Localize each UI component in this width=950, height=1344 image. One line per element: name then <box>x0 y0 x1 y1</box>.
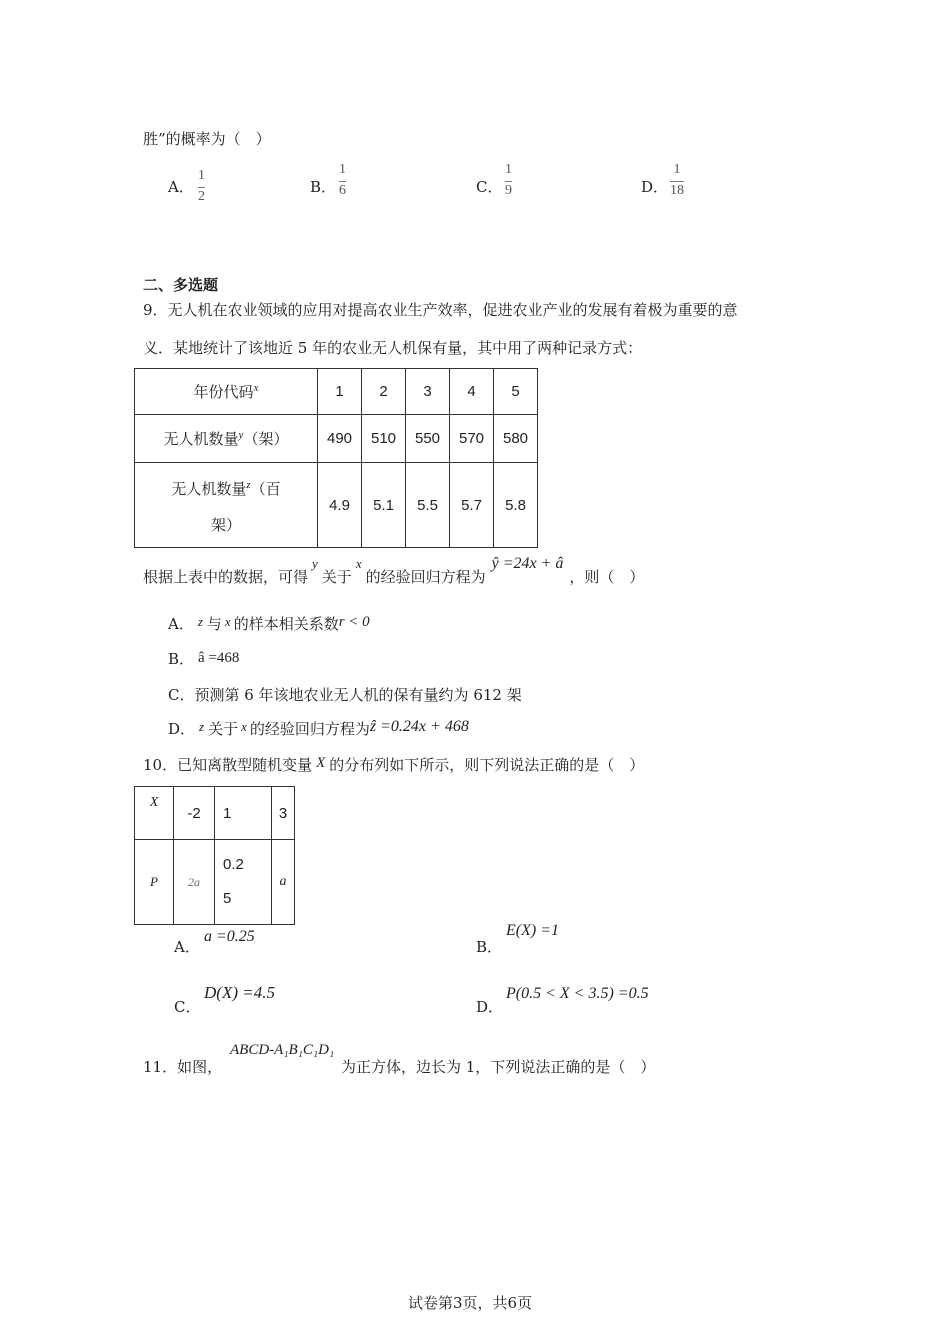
table-cell: 550 <box>406 415 450 463</box>
q11-stem-math: ABCD-A₁B₁C₁D₁ <box>230 1042 335 1058</box>
denominator: 9 <box>505 183 512 198</box>
denominator: 6 <box>339 183 346 198</box>
row-label-year: 年份代码$^x$ <box>135 369 318 415</box>
table-cell: a <box>272 840 295 925</box>
numerator: 1 <box>673 162 681 177</box>
table-cell: 5.8 <box>494 463 538 548</box>
q10-option-c-label: C． <box>174 998 201 1016</box>
q9-option-a: A． z 与 x 的样本相关系数r < 0 <box>168 614 370 633</box>
table-cell: X <box>135 787 174 840</box>
q8-stem-tail: 胜”的概率为（ ） <box>143 130 271 148</box>
q8-option-b-label: B． <box>310 178 337 196</box>
table-cell: 5.5 <box>406 463 450 548</box>
q9-question-line: 根据上表中的数据，可得y关于x的经验回归方程为ŷ =24x + â，则（ ） <box>143 555 645 586</box>
q11-stem-a: 11．如图， <box>143 1058 223 1076</box>
q10-option-d-math: P(0.5 < X < 3.5) =0.5 <box>506 985 649 1002</box>
regression-equation: ŷ =24x + â <box>491 555 564 572</box>
q10-option-a-math: a =0.25 <box>204 928 255 945</box>
numerator: 1 <box>505 162 512 177</box>
table-cell: -2 <box>174 787 215 840</box>
row-label-z: 无人机数量$^z$（百 架） <box>135 463 318 548</box>
q8-option-c-fraction <box>505 162 512 199</box>
q8-option-a-fraction <box>198 168 205 205</box>
table-cell: 5 <box>494 369 538 415</box>
q10-stem: 10．已知离散型随机变量 X 的分布列如下所示，则下列说法正确的是（ ） <box>143 755 645 774</box>
table-cell: 1 <box>318 369 362 415</box>
table-cell: 490 <box>318 415 362 463</box>
q10-distribution-table <box>134 786 295 925</box>
table-cell: P <box>135 840 174 925</box>
q8-option-d-fraction <box>670 162 684 199</box>
q8-option-b-fraction <box>339 162 346 199</box>
q9-option-b: B． â =468 <box>168 650 240 668</box>
table-cell: 4 <box>450 369 494 415</box>
q9-stem-line2: 义．某地统计了该地近 5 年的农业无人机保有量，其中用了两种记录方式： <box>143 339 643 357</box>
table-cell: 4.9 <box>318 463 362 548</box>
section-heading: 二、多选题 <box>143 276 219 294</box>
table-row <box>135 840 295 925</box>
q10-option-c-math: D(X) =4.5 <box>204 983 275 1002</box>
denominator: 18 <box>670 183 684 198</box>
numerator: 1 <box>198 168 205 183</box>
table-cell: 570 <box>450 415 494 463</box>
table-row <box>135 463 538 548</box>
q10-option-b-math: E(X) =1 <box>506 922 559 939</box>
q9-data-table <box>134 368 538 548</box>
q8-option-d-label: D． <box>641 178 669 196</box>
table-cell: 2 <box>362 369 406 415</box>
q9-stem-line1: 9．无人机在农业领域的应用对提高农业生产效率，促进农业产业的发展有着极为重要的意 <box>143 301 738 319</box>
table-row <box>135 787 295 840</box>
q9-option-d: D． z 关于 x 的经验回归方程为ẑ =0.24x + 468 <box>168 718 469 738</box>
row-label-y: 无人机数量$^y$（架） <box>135 415 318 463</box>
table-cell: 3 <box>272 787 295 840</box>
table-cell: 510 <box>362 415 406 463</box>
table-cell: 5.1 <box>362 463 406 548</box>
q10-option-a-label: A． <box>174 938 200 956</box>
table-cell: 3 <box>406 369 450 415</box>
table-cell: 1 <box>215 787 272 840</box>
q8-option-c-label: C． <box>476 178 503 196</box>
table-cell: 580 <box>494 415 538 463</box>
q8-option-a-label: A． <box>168 178 194 196</box>
table-row <box>135 415 538 463</box>
q10-option-b-label: B． <box>476 938 503 956</box>
table-cell: 5.7 <box>450 463 494 548</box>
q10-option-d-label: D． <box>476 998 504 1016</box>
denominator: 2 <box>198 189 205 204</box>
page-footer: 试卷第3页，共6页 <box>408 1294 533 1312</box>
table-cell: 0.2 5 <box>215 840 272 925</box>
table-cell: 2a <box>174 840 215 925</box>
table-row <box>135 369 538 415</box>
q9-option-c: C．预测第 6 年该地农业无人机的保有量约为 612 架 <box>168 686 522 704</box>
numerator: 1 <box>339 162 346 177</box>
q11-stem-b: 为正方体，边长为 1，下列说法正确的是（ ） <box>341 1058 656 1076</box>
